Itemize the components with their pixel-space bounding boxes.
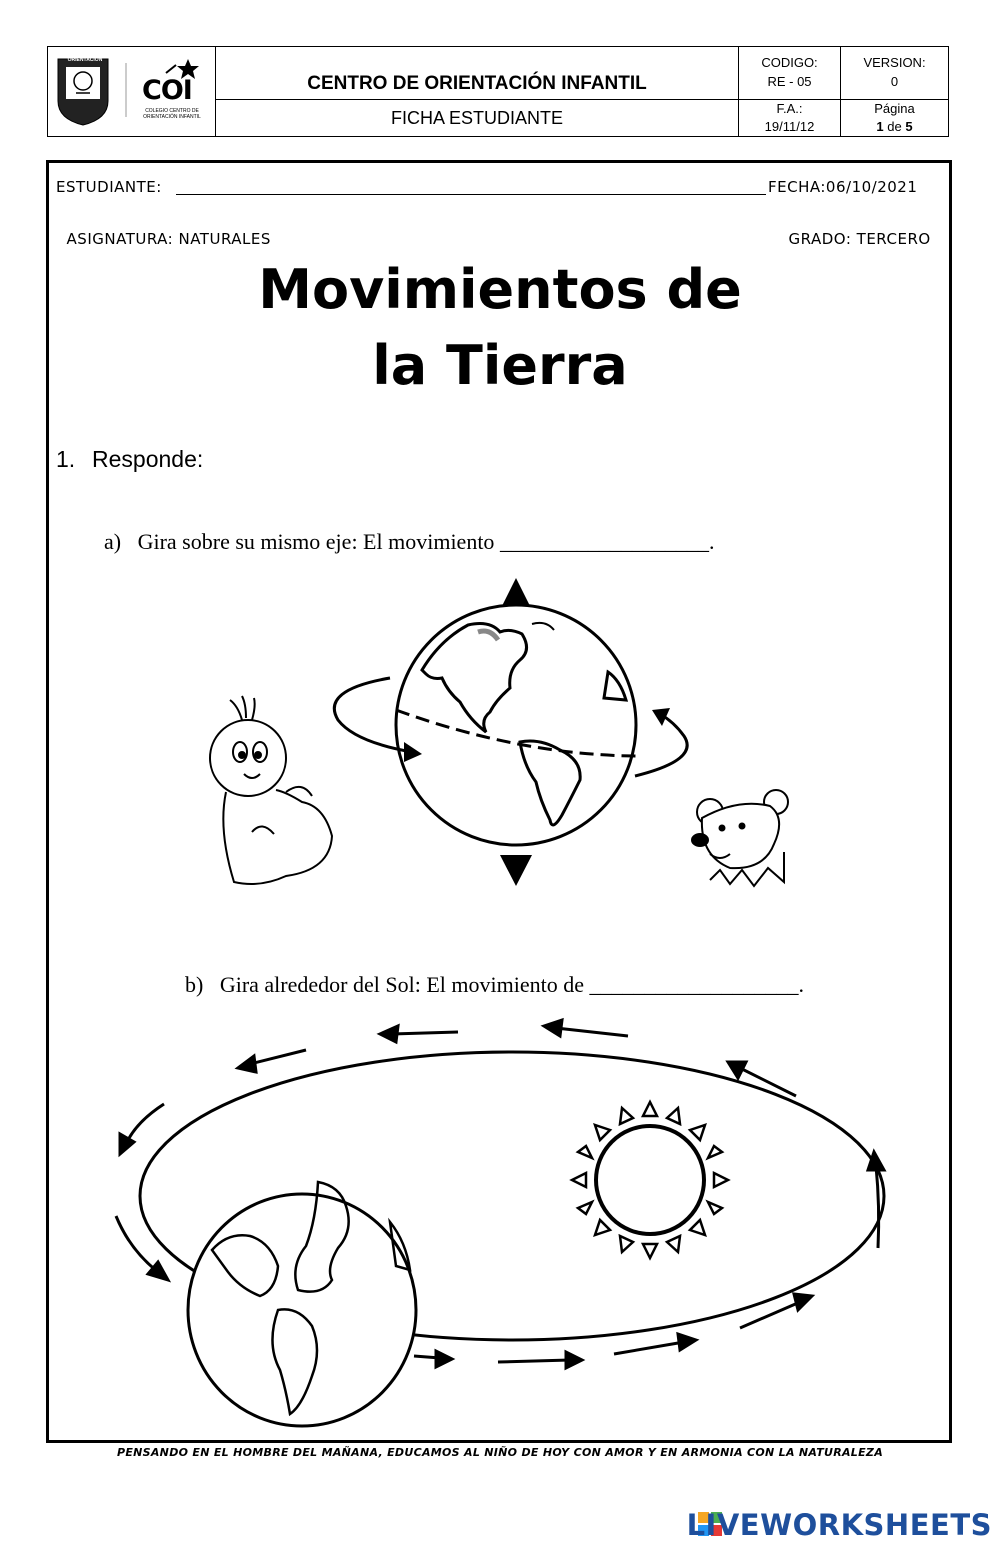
fecha-value: 06/10/2021 bbox=[825, 178, 918, 196]
version-label: VERSION: bbox=[863, 55, 926, 70]
grado-value: TERCERO bbox=[856, 230, 931, 248]
pagina-current: 1 bbox=[876, 119, 884, 134]
question-b bbox=[174, 946, 804, 998]
question-b-answer-blank[interactable]: ___________________. bbox=[589, 972, 804, 997]
logo-subtitle: COLEGIO CENTRO DE ORIENTACIÓN INFANTIL bbox=[143, 108, 201, 120]
fa-value: 19/11/12 bbox=[764, 119, 815, 134]
question-a bbox=[93, 503, 714, 555]
earth-globe-orbit bbox=[188, 1182, 416, 1426]
pagina-count bbox=[841, 119, 948, 134]
question-b-letter: b) bbox=[185, 972, 204, 997]
version-value: 0 bbox=[890, 74, 899, 89]
codigo-value: RE - 05 bbox=[767, 74, 812, 89]
sun bbox=[572, 1102, 728, 1258]
asignatura bbox=[56, 212, 271, 248]
grado-label: GRADO: bbox=[788, 230, 857, 248]
asignatura-value: NATURALES bbox=[178, 230, 271, 248]
school-name: CENTRO DE ORIENTACIÓN INFANTIL bbox=[307, 73, 647, 94]
codigo-label: CODIGO: bbox=[761, 55, 818, 70]
footer-motto: PENSANDO EN EL HOMBRE DEL MAÑANA, EDUCAMOS AL NIÑO DE HOY CON AMOR Y EN ARMONIA CON LA NATURALEZA bbox=[116, 1446, 884, 1459]
title-line-1: Movimientos de bbox=[258, 258, 742, 321]
liveworksheets-brand[interactable]: LIVEWORKSHEETS bbox=[686, 1508, 992, 1542]
grado bbox=[778, 212, 931, 248]
estudiante-label: ESTUDIANTE: bbox=[56, 178, 168, 196]
fecha-label: FECHA: bbox=[768, 178, 826, 196]
fecha bbox=[768, 178, 917, 196]
rotation-illustration bbox=[190, 570, 810, 900]
question-a-answer-blank[interactable]: ___________________. bbox=[499, 529, 715, 554]
question-a-letter: a) bbox=[104, 529, 122, 554]
cartoon-bird bbox=[210, 696, 332, 884]
cartoon-bear bbox=[692, 790, 788, 886]
question-b-text: Gira alrededor del Sol: El movimiento de bbox=[219, 972, 584, 997]
header-table bbox=[47, 46, 949, 137]
doc-type: FICHA ESTUDIANTE bbox=[390, 108, 564, 128]
question-a-text: Gira sobre su mismo eje: El movimiento bbox=[137, 529, 495, 554]
question-number: 1. bbox=[56, 446, 76, 472]
pagina-label: Página bbox=[874, 101, 915, 116]
title-line-2: la Tierra bbox=[372, 334, 628, 397]
question-label: Responde: bbox=[92, 446, 204, 472]
asignatura-label: ASIGNATURA: bbox=[66, 230, 179, 248]
orbit-illustration bbox=[100, 1010, 900, 1430]
logo-small-text: ORIENTACIÓN bbox=[67, 57, 103, 63]
south-axis-arrow bbox=[500, 855, 532, 886]
fa-label: F.A.: bbox=[776, 101, 803, 116]
logo-text: COI bbox=[142, 75, 192, 106]
pagina-total: 5 bbox=[905, 119, 913, 134]
pagina-sep: de bbox=[883, 119, 906, 134]
school-logo bbox=[54, 55, 209, 127]
estudiante-answer-line[interactable] bbox=[176, 194, 766, 195]
